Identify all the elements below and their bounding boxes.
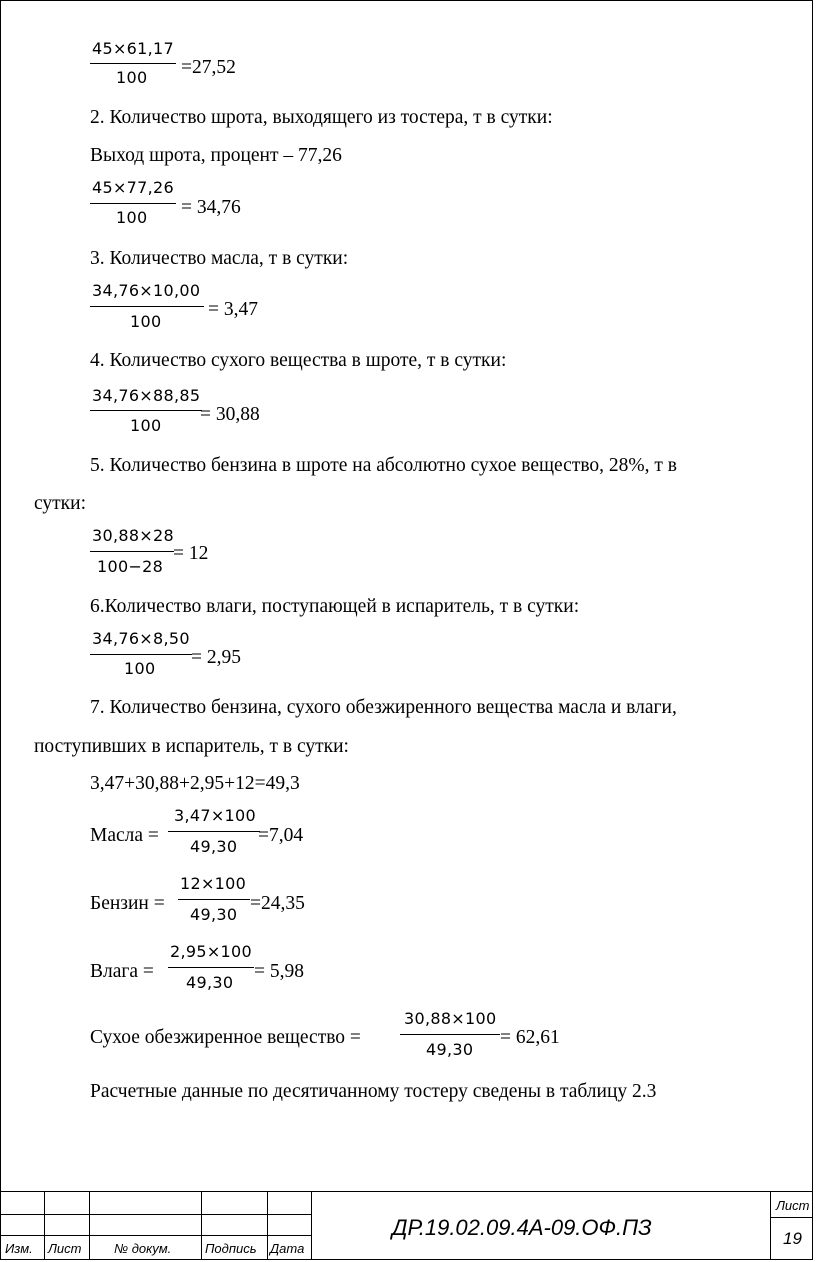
formula-result: = 3,47	[208, 299, 258, 320]
formula-label: Сухое обезжиренное вещество =	[90, 1027, 361, 1048]
title-block	[0, 1191, 813, 1260]
fraction-bar	[90, 306, 204, 307]
formula-denominator: 100	[124, 659, 156, 678]
paragraph-yield: Выход шрота, процент – 77,26	[90, 145, 342, 166]
paragraph-5-continuation: сутки:	[34, 493, 86, 514]
fraction-bar	[178, 899, 250, 900]
stamp-label-dokum: № докум.	[114, 1241, 172, 1256]
stamp-sheet-divider	[770, 1217, 813, 1218]
stamp-label-izm: Изм.	[5, 1241, 33, 1256]
formula-label: Бензин =	[90, 893, 165, 914]
fraction-bar	[90, 654, 192, 655]
stamp-col-line	[89, 1191, 90, 1260]
paragraph-4: 4. Количество сухого вещества в шроте, т в сутки:	[90, 350, 507, 371]
formula-denominator: 100	[130, 416, 162, 435]
fraction-bar	[168, 967, 254, 968]
formula-numerator: 3,47×100	[174, 806, 256, 825]
formula-result: = 34,76	[181, 197, 241, 218]
formula-result: =24,35	[250, 893, 305, 914]
fraction-bar	[90, 63, 176, 64]
formula-denominator: 100−28	[97, 557, 164, 576]
formula-denominator: 49,30	[190, 837, 238, 856]
stamp-row-line	[0, 1214, 312, 1215]
formula-result: = 5,98	[254, 961, 304, 982]
formula-result: = 2,95	[191, 647, 241, 668]
sheet-label: Лист	[776, 1198, 810, 1213]
paragraph-7-continuation: поступивших в испаритель, т в сутки:	[34, 736, 349, 757]
fraction-bar	[90, 410, 202, 411]
formula-numerator: 34,76×10,00	[92, 281, 201, 300]
formula-result: = 62,61	[500, 1027, 560, 1048]
fraction-bar	[90, 203, 176, 204]
stamp-label-list: Лист	[48, 1241, 82, 1256]
stamp-top-border	[0, 1191, 813, 1192]
formula-denominator: 49,30	[426, 1040, 474, 1059]
closing-sentence: Расчетные данные по десятичанному тостеру сведены в таблицу 2.3	[90, 1081, 657, 1102]
formula-result: = 30,88	[200, 404, 260, 425]
formula-label: Влага =	[90, 961, 154, 982]
paragraph-7: 7. Количество бензина, сухого обезжиренного вещества масла и влаги,	[90, 697, 677, 718]
formula-denominator: 100	[116, 208, 148, 227]
paragraph-6: 6.Количество влаги, поступающей в испаритель, т в сутки:	[90, 596, 580, 617]
formula-denominator: 49,30	[186, 973, 234, 992]
formula-numerator: 30,88×28	[92, 526, 174, 545]
formula-numerator: 12×100	[180, 874, 247, 893]
formula-numerator: 34,76×8,50	[92, 629, 190, 648]
paragraph-3: 3. Количество масла, т в сутки:	[90, 248, 349, 269]
stamp-col-line	[267, 1191, 268, 1260]
formula-result: = 12	[173, 543, 209, 564]
formula-result: =27,52	[181, 57, 236, 78]
formula-label: Масла =	[90, 825, 159, 846]
fraction-bar	[90, 551, 174, 552]
fraction-bar	[168, 831, 260, 832]
formula-denominator: 100	[116, 68, 148, 87]
formula-denominator: 100	[130, 312, 162, 331]
sheet-number: 19	[783, 1229, 802, 1248]
formula-numerator: 45×77,26	[92, 178, 174, 197]
formula-numerator: 45×61,17	[92, 39, 174, 58]
stamp-col-line	[770, 1191, 771, 1260]
paragraph-2: 2. Количество шрота, выходящего из тостера, т в сутки:	[90, 107, 553, 128]
paragraph-5: 5. Количество бензина в шроте на абсолютно сухое вещество, 28%, т в	[90, 455, 678, 476]
stamp-label-data: Дата	[270, 1241, 305, 1256]
formula-numerator: 2,95×100	[170, 942, 252, 961]
formula-denominator: 49,30	[190, 905, 238, 924]
stamp-row-line	[0, 1235, 312, 1236]
document-code: ДР.19.02.09.4А-09.ОФ.ПЗ	[392, 1215, 652, 1240]
formula-result: =7,04	[258, 825, 304, 846]
formula-numerator: 34,76×88,85	[92, 386, 201, 405]
stamp-label-podpis: Подпись	[205, 1241, 257, 1256]
stamp-col-line	[44, 1191, 45, 1260]
stamp-col-line	[311, 1191, 312, 1260]
fraction-bar	[400, 1034, 500, 1035]
stamp-col-line	[201, 1191, 202, 1260]
sum-expression: 3,47+30,88+2,95+12=49,3	[90, 773, 300, 794]
formula-numerator: 30,88×100	[404, 1009, 497, 1028]
